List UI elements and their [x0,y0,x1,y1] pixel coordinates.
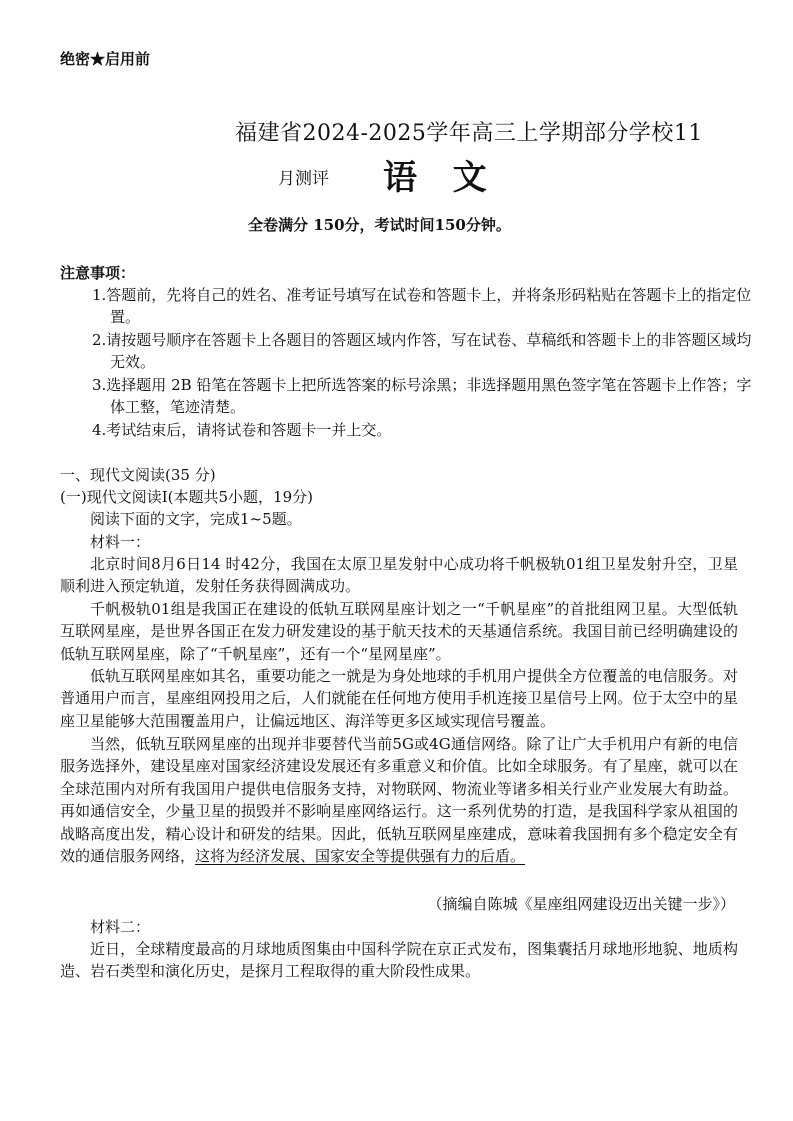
note-item-4: 4.考试结束后，请将试卷和答题卡一并上交。 [92,421,392,439]
subject-title: 语 文 [383,158,491,198]
exam-info: 全卷满分 150分，考试时间150分钟。 [248,216,511,234]
confidential-label: 绝密★启用前 [60,50,151,68]
reading-instruction: 阅读下面的文字，完成1~5题。 [90,510,302,528]
exam-title-line2: 月测评 [278,169,329,189]
material2-label: 材料二： [90,918,151,936]
material1-label: 材料一： [90,533,151,551]
note-item-2: 2.请按题号顺序在答题卡上各题目的答题区域内作答，写在试卷、草稿纸和答题卡上的非答题区域均无效。 [92,331,752,372]
exam-title-line1: 福建省2024-2025学年高三上学期部分学校11 [235,121,703,146]
paragraph-3: 低轨互联网星座如其名，重要功能之一就是为身处地球的手机用户提供全方位覆盖的电信服务。对普通用户而言，星座组网投用之后，人们就能在任何地方使用手机连接卫星信号上网。位于太空中的星座卫星能够大范围覆盖用户，让偏远地区、海洋等更多区域实现信号覆盖。 [60,667,738,730]
note-item-3: 3.选择题用 2B 铅笔在答题卡上把所选答案的标号涂黑；非选择题用黑色签字笔在答题卡上作答；字体工整，笔迹清楚。 [92,376,752,417]
paragraph-2: 千帆极轨01组是我国正在建设的低轨互联网星座计划之一“千帆星座”的首批组网卫星。大型低轨互联网星座，是世界各国正在发力研发建设的基于航天技术的天基通信系统。我国目前已经明确建设的低轨互联网星座，除了“千帆星座”，还有一个“星网星座”。 [60,600,738,663]
sub-section-heading: (一)现代文阅读Ⅰ(本题共5小题，19分) [60,488,313,506]
paragraph-4-main: 当然，低轨互联网星座的出现并非要替代当前5G或4G通信网络。除了让广大手机用户有新的电信服务选择外，建设星座对国家经济建设发展还有多重意义和价值。比如全球服务。有了星座，就可以在全球范围内对所有我国用户提供电信服务支持，对物联网、物流业等诸多相关行业产业发展大有助益。再如通信安全，少量卫星的损毁并不影响星座网络运行。这一系列优势的打造，是我国科学家从祖国的战略高度出发，精心设计和研发的结果。因此，低轨互联网星座建成，意味着我国拥有多个稳定安全有效的通信服务网络， [60,735,738,866]
note-item-1: 1.答题前，先将自己的姓名、准考证号填写在试卷和答题卡上，并将条形码粘贴在答题卡上的指定位置。 [92,286,752,327]
paragraph-4 [60,733,738,867]
paragraph-1: 北京时间8月6日14 时42分，我国在太原卫星发射中心成功将千帆极轨01组卫星发射升空，卫星顺利进入预定轨道，发射任务获得圆满成功。 [60,555,738,596]
paragraph-4-underlined: 这将为经济发展、国家安全等提供强有力的后盾。 [195,847,526,866]
notes-heading: 注意事项： [60,264,136,282]
section-heading: 一、现代文阅读(35 分) [60,466,216,484]
paragraph-5: 近日，全球精度最高的月球地质图集由中国科学院在京正式发布，图集囊括月球地形地貌、地质构造、岩石类型和演化历史，是探月工程取得的重大阶段性成果。 [60,940,738,981]
source-citation: （摘编自陈城《星座组网建设迈出关键一步》） [427,895,735,913]
